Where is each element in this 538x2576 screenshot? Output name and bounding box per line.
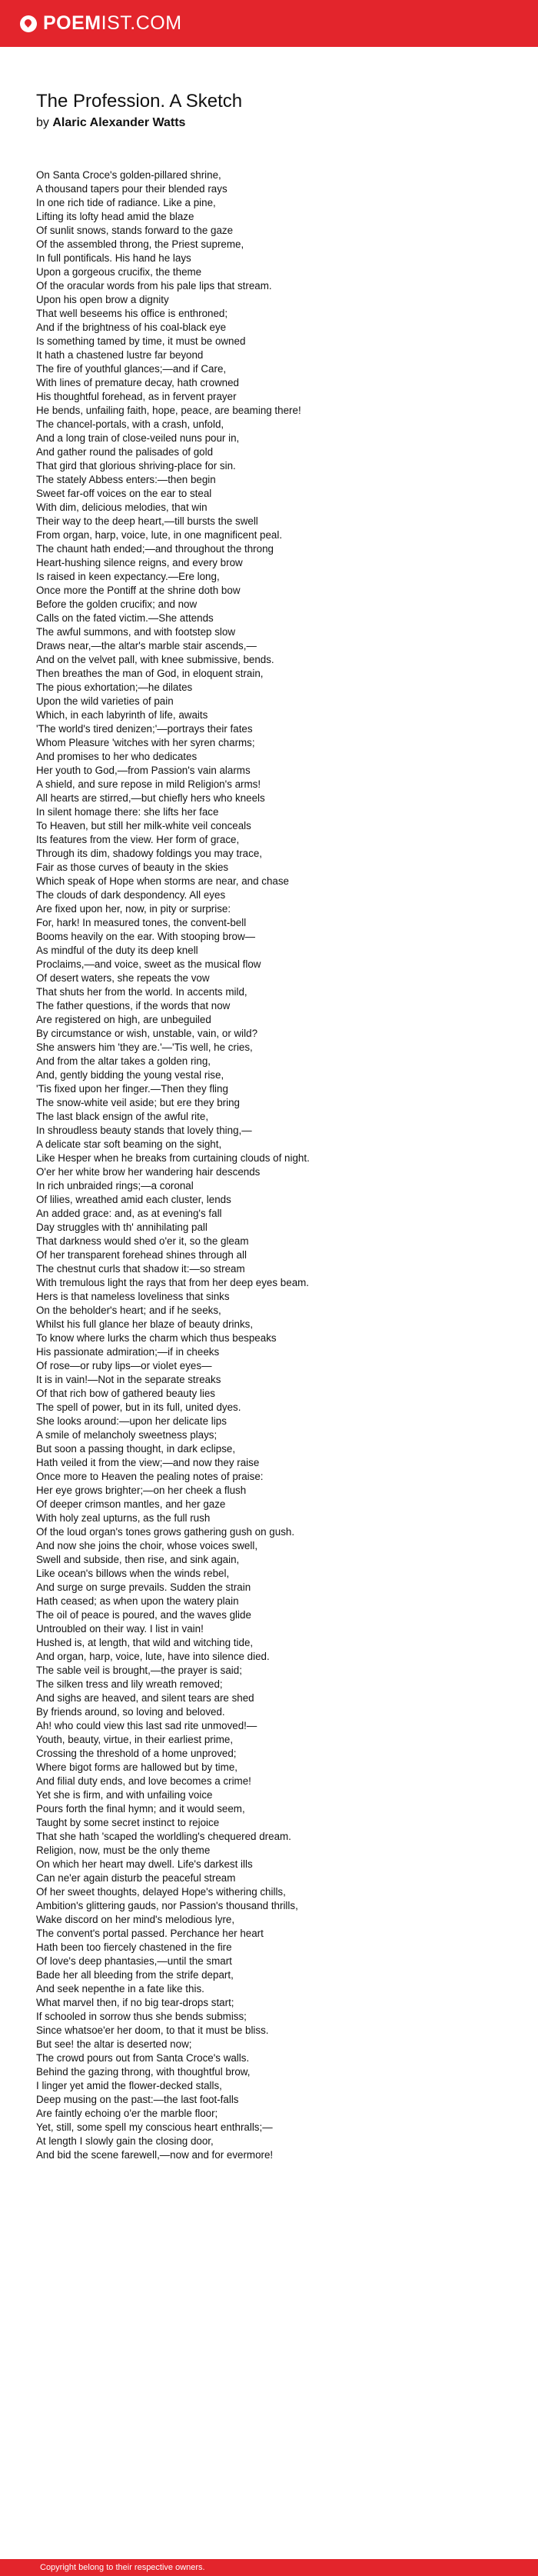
site-footer: [0, 2559, 538, 2576]
poem-line: The oil of peace is poured, and the waves glide: [36, 1609, 251, 1621]
poem-line: Whom Pleasure 'witches with her syren charms;: [36, 737, 255, 748]
poem-line: Sweet far-off voices on the ear to steal: [36, 488, 212, 499]
poem-line: By friends around, so loving and beloved.: [36, 1706, 225, 1718]
poem-line: Her eye grows brighter;—on her cheek a flush: [36, 1485, 247, 1496]
poem-line: A delicate star soft beaming on the sight,: [36, 1138, 222, 1150]
poem-line: That shuts her from the world. In accents mild,: [36, 986, 247, 998]
poem-line: And bid the scene farewell,—now and for evermore!: [36, 2149, 274, 2161]
poem-line: That she hath 'scaped the worldling's chequered dream.: [36, 1831, 291, 1842]
poem-line: Like Hesper when he breaks from curtaining clouds of night.: [36, 1152, 310, 1164]
poem-line: The convent's portal passed. Perchance her heart: [36, 1928, 264, 1939]
poem-line: Heart-hushing silence reigns, and every brow: [36, 557, 243, 568]
poem-line: The chaunt hath ended;—and throughout the throng: [36, 543, 274, 555]
poem-line: That well beseems his office is enthroned;: [36, 308, 228, 319]
poem-byline: [36, 115, 185, 131]
poem-line: Day struggles with th' annihilating pall: [36, 1221, 208, 1233]
poem-line: Of her sweet thoughts, delayed Hope's withering chills,: [36, 1886, 286, 1898]
poem-line: Draws near,—the altar's marble stair ascends,—: [36, 640, 257, 651]
poem-line: His passionate admiration;—if in cheeks: [36, 1346, 220, 1358]
poem-line: Of sunlit snows, stands forward to the gaze: [36, 225, 234, 236]
poem-line: Upon the wild varieties of pain: [36, 695, 174, 707]
poem-line: From organ, harp, voice, lute, in one magnificent peal.: [36, 529, 283, 541]
poem-line: The chestnut curls that shadow it:—so stream: [36, 1263, 245, 1275]
poem-line: 'Tis fixed upon her finger.—Then they fling: [36, 1083, 228, 1095]
poem-line: That darkness would shed o'er it, so the gleam: [36, 1235, 249, 1247]
poem-line: Untroubled on their way. I list in vain!: [36, 1623, 204, 1635]
poem-line: Ambition's glittering gauds, nor Passion's thousand thrills,: [36, 1900, 298, 1911]
poem-line: But see! the altar is deserted now;: [36, 2038, 192, 2050]
poem-line: Of her transparent forehead shines through all: [36, 1249, 247, 1261]
poem-line: As mindful of the duty its deep knell: [36, 945, 198, 956]
poem-line: Which speak of Hope when storms are near, and chase: [36, 875, 289, 887]
poem-line: Upon a gorgeous crucifix, the theme: [36, 266, 202, 278]
poem-line: And sighs are heaved, and silent tears are shed: [36, 1692, 254, 1704]
poem-line: What marvel then, if no big tear-drops start;: [36, 1997, 234, 2008]
poem-line: Are faintly echoing o'er the marble floor;: [36, 2108, 218, 2119]
poem-line: Of the oracular words from his pale lips that stream.: [36, 280, 272, 292]
poem-line: And filial duty ends, and love becomes a crime!: [36, 1775, 251, 1787]
poem-line: Youth, beauty, virtue, in their earliest prime,: [36, 1734, 234, 1745]
poem-line: Are registered on high, are unbeguiled: [36, 1014, 211, 1025]
poem-line: And from the altar takes a golden ring,: [36, 1055, 211, 1067]
poem-line: O'er her white brow her wandering hair descends: [36, 1166, 261, 1178]
poem-line: All hearts are stirred,—but chiefly hers who kneels: [36, 792, 265, 804]
poem-line: Hath veiled it from the view;—and now they raise: [36, 1457, 260, 1468]
poem-line: A shield, and sure repose in mild Religion's arms!: [36, 778, 261, 790]
poem-line: And gather round the palisades of gold: [36, 446, 214, 458]
author-link[interactable]: Alaric Alexander Watts: [52, 116, 186, 129]
poem-line: That gird that glorious shriving-place for sin.: [36, 460, 236, 472]
poem-line: The fire of youthful glances;—and if Care,: [36, 363, 227, 375]
poem-line: Can ne'er again disturb the peaceful stream: [36, 1872, 236, 1884]
poem-line: A thousand tapers pour their blended rays: [36, 183, 227, 195]
poem-line: In silent homage there: she lifts her face: [36, 806, 219, 818]
poem-line: On the beholder's heart; and if he seeks,: [36, 1305, 221, 1316]
poem-line: And seek nepenthe in a fate like this.: [36, 1983, 204, 1994]
poem-line: Wake discord on her mind's melodious lyre,: [36, 1914, 235, 1925]
poem-line: Of love's deep phantasies,—until the smart: [36, 1955, 232, 1967]
poem-line: Taught by some secret instinct to rejoice: [36, 1817, 220, 1828]
poem-line: The spell of power, but in its full, united dyes.: [36, 1401, 241, 1413]
poem-line: The pious exhortation;—he dilates: [36, 681, 193, 693]
poem-line: With tremulous light the rays that from her deep eyes beam.: [36, 1277, 310, 1288]
poem-line: A smile of melancholy sweetness plays;: [36, 1429, 218, 1441]
poem-title: The Profession. A Sketch: [36, 91, 243, 112]
poem-line: The sable veil is brought,—the prayer is said;: [36, 1665, 242, 1676]
poem-line: Of the loud organ's tones grows gathering gush on gush.: [36, 1526, 295, 1538]
poem-line: To Heaven, but still her milk-white veil conceals: [36, 820, 251, 831]
site-header: [0, 0, 538, 47]
poem-line: Its features from the view. Her form of grace,: [36, 834, 240, 845]
poem-line: But soon a passing thought, in dark eclipse,: [36, 1443, 236, 1455]
poem-line: Hers is that nameless loveliness that sinks: [36, 1291, 230, 1302]
poem-line: In shroudless beauty stands that lovely thing,—: [36, 1125, 252, 1136]
poem-line: Swell and subside, then rise, and sink again,: [36, 1554, 240, 1565]
poem-line: Of desert waters, she repeats the vow: [36, 972, 210, 984]
poem-line: On which her heart may dwell. Life's darkest ills: [36, 1858, 253, 1870]
poem-line: She looks around:—upon her delicate lips: [36, 1415, 227, 1427]
poem-line: Of lilies, wreathed amid each cluster, lends: [36, 1194, 231, 1205]
poem-line: Of the assembled throng, the Priest supreme,: [36, 238, 244, 250]
poem-line: It hath a chastened lustre far beyond: [36, 349, 204, 361]
poem-line: The father questions, if the words that now: [36, 1000, 231, 1011]
by-label: by: [36, 116, 49, 129]
poem-line: Lifting its lofty head amid the blaze: [36, 211, 194, 222]
poem-line: Deep musing on the past:—the last foot-falls: [36, 2094, 239, 2105]
poem-line: Ah! who could view this last sad rite unmoved!—: [36, 1720, 257, 1731]
poem-line: The clouds of dark despondency. All eyes: [36, 889, 226, 901]
poem-line: It is in vain!—Not in the separate streaks: [36, 1374, 221, 1385]
poem-line: And on the velvet pall, with knee submissive, bends.: [36, 654, 274, 665]
logo-pin-icon: [20, 15, 37, 32]
poem-line: Calls on the fated victim.—She attends: [36, 612, 214, 624]
poem-line: Is something tamed by time, it must be owned: [36, 335, 246, 347]
poem-line: Are fixed upon her, now, in pity or surprise:: [36, 903, 231, 915]
poem-line: On Santa Croce's golden-pillared shrine,: [36, 169, 221, 181]
poem-line: She answers him 'they are.'—'Tis well, he cries,: [36, 1041, 253, 1053]
poem-line: Hushed is, at length, that wild and witching tide,: [36, 1637, 254, 1648]
poem-line: With dim, delicious melodies, that win: [36, 502, 208, 513]
poem-line: He bends, unfailing faith, hope, peace, are beaming there!: [36, 405, 301, 416]
copyright-notice: Copyright belong to their respective owners.: [40, 2563, 205, 2572]
site-logo-link[interactable]: [20, 12, 182, 35]
poem-line: And, gently bidding the young vestal rise,: [36, 1069, 224, 1081]
poem-line: Booms heavily on the ear. With stooping brow—: [36, 931, 256, 942]
poem-line: Fair as those curves of beauty in the skies: [36, 861, 229, 873]
poem-line: Where bigot forms are hallowed but by time,: [36, 1761, 237, 1773]
poem-line: With lines of premature decay, hath crowned: [36, 377, 239, 388]
poem-line: Is raised in keen expectancy.—Ere long,: [36, 571, 220, 582]
poem-line: Since whatsoe'er her doom, to that it must be bliss.: [36, 2024, 269, 2036]
poem-line: The snow-white veil aside; but ere they bring: [36, 1097, 240, 1108]
poem-line: Through its dim, shadowy foldings you may trace,: [36, 848, 262, 859]
poem-line: Yet she is firm, and with unfailing voice: [36, 1789, 213, 1801]
poem-line: If schooled in sorrow thus she bends submiss;: [36, 2011, 247, 2022]
poem-line: The stately Abbess enters:—then begin: [36, 474, 216, 485]
poem-line: At length I slowly gain the closing door,: [36, 2135, 214, 2147]
poem-line: Her youth to God,—from Passion's vain alarms: [36, 765, 251, 776]
poem-line: Proclaims,—and voice, sweet as the musical flow: [36, 958, 261, 970]
poem-line: Of that rich bow of gathered beauty lies: [36, 1388, 215, 1399]
poem-line: Hath ceased; as when upon the watery plain: [36, 1595, 239, 1607]
poem-line: The crowd pours out from Santa Croce's walls.: [36, 2052, 250, 2064]
poem-line: Of deeper crimson mantles, and her gaze: [36, 1498, 226, 1510]
poem-line: And a long train of close-veiled nuns pour in,: [36, 432, 240, 444]
poem-line: Religion, now, must be the only theme: [36, 1845, 211, 1856]
poem-line: Like ocean's billows when the winds rebel,: [36, 1568, 230, 1579]
poem-line: And if the brightness of his coal-black eye: [36, 322, 227, 333]
poem-line: Hath been too fiercely chastened in the fire: [36, 1941, 232, 1953]
poem-line: And surge on surge prevails. Sudden the strain: [36, 1581, 251, 1593]
poem-body: [36, 168, 528, 2162]
poem-line: To know where lurks the charm which thus bespeaks: [36, 1332, 277, 1344]
poem-line: An added grace: and, as at evening's fall: [36, 1208, 222, 1219]
poem-line: By circumstance or wish, unstable, vain, or wild?: [36, 1028, 258, 1039]
poem-line: The awful summons, and with footstep slow: [36, 626, 236, 638]
poem-line: The chancel-portals, with a crash, unfold,: [36, 418, 224, 430]
poem-line: Their way to the deep heart,—till bursts the swell: [36, 515, 258, 527]
poem-line: Once more to Heaven the pealing notes of praise:: [36, 1471, 264, 1482]
poem-line: Crossing the threshold of a home unproved;: [36, 1748, 237, 1759]
poem-line: I linger yet amid the flower-decked stalls,: [36, 2080, 222, 2091]
poem-line: Which, in each labyrinth of life, awaits: [36, 709, 208, 721]
poem-line: And organ, harp, voice, lute, have into silence died.: [36, 1651, 270, 1662]
poem-line: Before the golden crucifix; and now: [36, 598, 198, 610]
poem-line: Once more the Pontiff at the shrine doth bow: [36, 585, 241, 596]
poem-line: And promises to her who dedicates: [36, 751, 198, 762]
poem-line: The silken tress and lily wreath removed;: [36, 1678, 223, 1690]
poem-line: His thoughtful forehead, as in fervent prayer: [36, 391, 237, 402]
poem-line: Upon his open brow a dignity: [36, 294, 169, 305]
poem-line: In full pontificals. His hand he lays: [36, 252, 191, 264]
poem-line: In rich unbraided rings;—a coronal: [36, 1180, 194, 1191]
poem-line: Pours forth the final hymn; and it would seem,: [36, 1803, 245, 1815]
poem-line: The last black ensign of the awful rite,: [36, 1111, 209, 1122]
poem-line: With holy zeal upturns, as the full rush: [36, 1512, 211, 1524]
poem-line: For, hark! In measured tones, the convent-bell: [36, 917, 247, 928]
poem-line: And now she joins the choir, whose voices swell,: [36, 1540, 258, 1551]
poem-line: Yet, still, some spell my conscious heart enthralls;—: [36, 2121, 273, 2133]
logo-text-strong: POEM: [43, 12, 101, 34]
poem-line: Then breathes the man of God, in eloquent strain,: [36, 668, 264, 679]
poem-line: Behind the gazing throng, with thoughtful brow,: [36, 2066, 251, 2078]
poem-line: Bade her all bleeding from the strife depart,: [36, 1969, 234, 1981]
logo-text-light: IST.COM: [101, 12, 182, 34]
poem-line: 'The world's tired denizen;'—portrays their fates: [36, 723, 253, 735]
poem-line: Whilst his full glance her blaze of beauty drinks,: [36, 1318, 254, 1330]
poem-line: In one rich tide of radiance. Like a pine,: [36, 197, 216, 208]
poem-line: Of rose—or ruby lips—or violet eyes—: [36, 1360, 212, 1371]
